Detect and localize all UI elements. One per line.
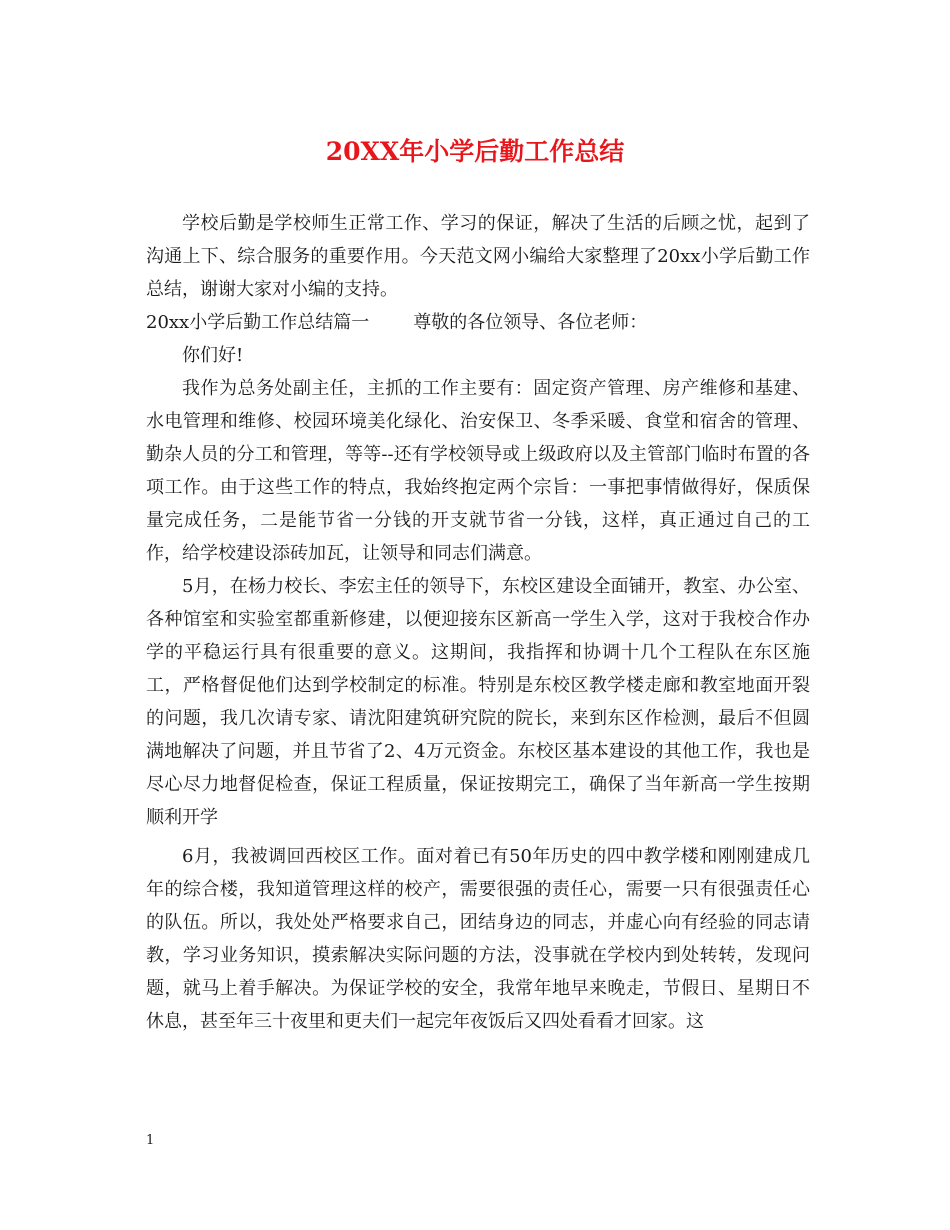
body-paragraph-may: 5月，在杨力校长、李宏主任的领导下，东校区建设全面铺开，教室、办公室、各种馆室和实验室都重新修建，以便迎接东区新高一学生入学，这对于我校合作办学的平稳运行具有很重要的意义。这期间，我指挥和协调十几个工程队在东区施工，严格督促他们达到学校制定的标准。特别是东校区教学楼走廊和教室地面开裂的问题，我几次请专家、请沈阳建筑研究院的院长，来到东区作检测，最后不但圆满地解决了问题，并且节省了2、4万元资金。东校区基本建设的其他工作，我也是尽心尽力地督促检查，保证工程质量，保证按期完工，确保了当年新高一学生按期顺利开学	[146, 576, 810, 828]
document-title: 20XX年小学后勤工作总结	[325, 137, 625, 166]
document-body	[146, 207, 810, 1038]
salutation: 尊敬的各位领导、各位老师：	[413, 312, 648, 333]
body-paragraph-june: 6月，我被调回西校区工作。面对着已有50年历史的四中教学楼和刚刚建成几年的综合楼，我知道管理这样的校产，需要很强的责任心，需要一只有很强责任心的队伍。所以，我处处严格要求自己，团结身边的同志，并虚心向有经验的同志请教，学习业务知识，摸索解决实际问题的方法，没事就在学校内到处转转，发现问题，就马上着手解决。为保证学校的安全，我常年地早来晚走，节假日、星期日不休息，甚至年三十夜里和更夫们一起完年夜饭后又四处看看才回家。这	[146, 846, 810, 1032]
intro-paragraph: 学校后勤是学校师生正常工作、学习的保证，解决了生活的后顾之忧，起到了沟通上下、综合服务的重要作用。今天范文网小编给大家整理了20xx小学后勤工作总结，谢谢大家对小编的支持。	[146, 213, 810, 300]
body-paragraph-duties: 我作为总务处副主任，主抓的工作主要有：固定资产管理、房产维修和基建、水电管理和维修、校园环境美化绿化、治安保卫、冬季采暖、食堂和宿舍的管理、勤杂人员的分工和管理，等等--还有学校领导或上级政府以及主管部门临时布置的各项工作。由于这些工作的特点，我始终抱定两个宗旨：一事把事情做得好，保质保量完成任务，二是能节省一分钱的开支就节省一分钱，这样，真正通过自己的工作，给学校建设添砖加瓦，让领导和同志们满意。	[146, 378, 810, 564]
greeting: 你们好!	[182, 345, 244, 366]
section-heading: 20xx小学后勤工作总结篇一	[146, 312, 370, 333]
section-heading-line	[146, 306, 810, 339]
page-number: 1	[146, 1133, 155, 1148]
